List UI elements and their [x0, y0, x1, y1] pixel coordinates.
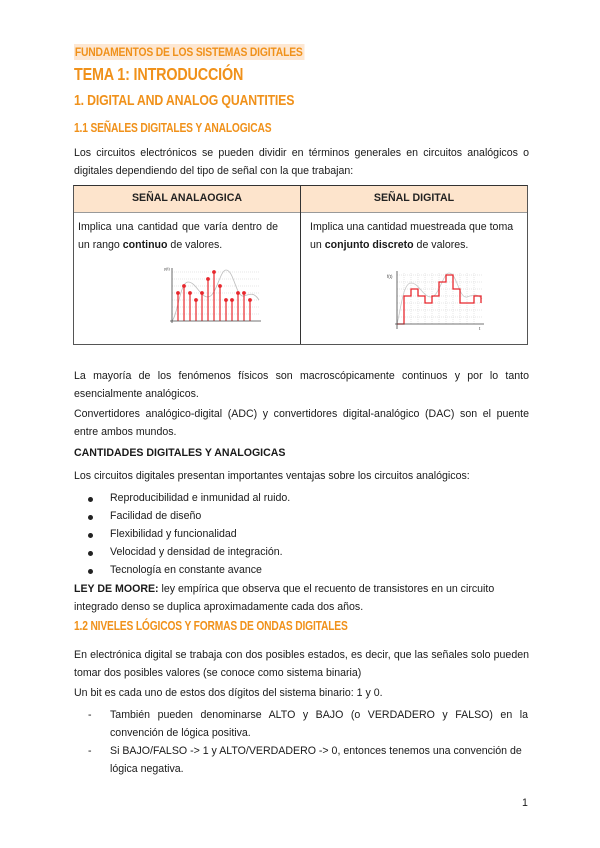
bullet-icon: [88, 551, 93, 556]
dash-marker: -: [88, 709, 92, 721]
paragraph-advantages: Los circuitos digitales presentan importantes ventajas sobre los circuitos analógicos:: [74, 470, 470, 482]
paragraph-moore: LEY DE MOORE: ley empírica que observa que el recuento de transistores en un circuito integrado denso se duplica aproximadamente cada dos años.: [74, 583, 495, 613]
section-heading: 1. DIGITAL AND ANALOG QUANTITIES: [74, 92, 295, 109]
paragraph-binary-states: En electrónica digital se trabaja con dos posibles estados, es decir, que las señales solo pueden tomar dos posibles valores (se conoce como sistema binaria): [74, 649, 529, 679]
digital-description: Implica una cantidad muestreada que toma un conjunto discreto de valores.: [310, 221, 514, 251]
bullet-icon: [88, 515, 93, 520]
subsection-heading-1-1: 1.1 SEÑALES DIGITALES Y ANALOGICAS: [74, 121, 272, 135]
course-title: FUNDAMENTOS DE LOS SISTEMAS DIGITALES: [74, 45, 303, 59]
page-number: 1: [522, 797, 528, 809]
chapter-title: TEMA 1: INTRODUCCIÓN: [74, 64, 244, 84]
paragraph-converters: Convertidores analógico-digital (ADC) y convertidores digital-analógico (DAC) son el puente entre ambos mundos.: [74, 408, 529, 438]
svg-text:y(t): y(t): [164, 266, 170, 271]
dash-item: - También pueden denominarse ALTO y BAJO (o VERDADERO y FALSO) en la convención de lógica positiva.: [88, 706, 528, 742]
subsection-heading-1-2: 1.2 NIVELES LÓGICOS Y FORMAS DE ONDAS DIGITALES: [74, 619, 348, 633]
subheading-quantities: CANTIDADES DIGITALES Y ANALOGICAS: [74, 447, 286, 459]
svg-text:f(t): f(t): [387, 274, 393, 279]
dash-item: - Si BAJO/FALSO -> 1 y ALTO/VERDADERO -> 0, entonces tenemos una convención de lógica negativa.: [88, 742, 528, 778]
table-divider: [300, 186, 301, 344]
bullet-icon: [88, 533, 93, 538]
sampled-signal-chart: [164, 264, 264, 329]
document-page: FUNDAMENTOS DE LOS SISTEMAS DIGITALES TEMA 1: INTRODUCCIÓN 1. DIGITAL AND ANALOG QUANTITIES 1.1 SEÑALES DIGITALES Y ANALOGICAS Los circuitos electrónicos se pueden dividir en términos generales en circuitos analógicos o digitales dependiendo del tipo de señal con la que trabajan: SEÑAL ANALAOGICA SEÑAL DIGITAL Implica una cantidad que varía dentro de un rango continuo de valores. Implica una cantidad muestreada que toma un conjunto discreto de valores. y(t) f(t) t La mayoría de los fenómenos físicos son macroscópicamente continuos y por lo tanto esencialmente analógicos. Convertidores analógico-digital (ADC) y convertidores digital-analógico (DAC) son el puente entre ambos mundos. CANTIDADES DIGITALES Y ANALOGICAS Los circuitos digitales presentan importantes ventajas sobre los circuitos analógicos: Reproducibilidad e inmunidad al ruido. Facilidad de diseño Flexibilidad y funcionalidad Velocidad y densidad de integración. Tecnología en constante avance LEY DE MOORE: ley empírica que observa que el recuento de transistores en un circuito integrado denso se duplica aproximadamente cada dos años. 1.2 NIVELES LÓGICOS Y FORMAS DE ONDAS DIGITALES En electrónica digital se trabaja con dos posibles estados, es decir, que las señales solo pueden tomar dos posibles valores (se conoce como sistema binaria) Un bit es cada uno de estos dos dígitos del sistema binario: 1 y 0. - También pueden denominarse ALTO y BAJO (o VERDADERO y FALSO) en la convención de lógica positiva. - Si BAJO/FALSO -> 1 y ALTO/VERDADERO -> 0, entonces tenemos una convención de lógica negativa. 1: [74, 45, 529, 809]
analog-description: Implica una cantidad que varía dentro de un rango continuo de valores.: [78, 221, 278, 251]
paragraph-phenomena: La mayoría de los fenómenos físicos son macroscópicamente continuos y por lo tanto esencialmente analógicos.: [74, 370, 529, 400]
header-digital: SEÑAL DIGITAL: [373, 192, 455, 204]
header-analog: SEÑAL ANALAOGICA: [131, 192, 243, 204]
dash-marker: -: [88, 745, 92, 757]
bullet-icon: [88, 497, 93, 502]
digital-signal-chart: [387, 269, 487, 331]
bullet-icon: [88, 569, 93, 574]
intro-paragraph: Los circuitos electrónicos se pueden dividir en términos generales en circuitos analógicos o digitales dependiendo del tipo de señal con la que trabajan:: [74, 147, 529, 177]
svg-text:t: t: [479, 326, 481, 331]
paragraph-bit: Un bit es cada uno de estos dos dígitos del sistema binario: 1 y 0.: [74, 687, 383, 699]
signal-comparison-table: [73, 185, 528, 345]
